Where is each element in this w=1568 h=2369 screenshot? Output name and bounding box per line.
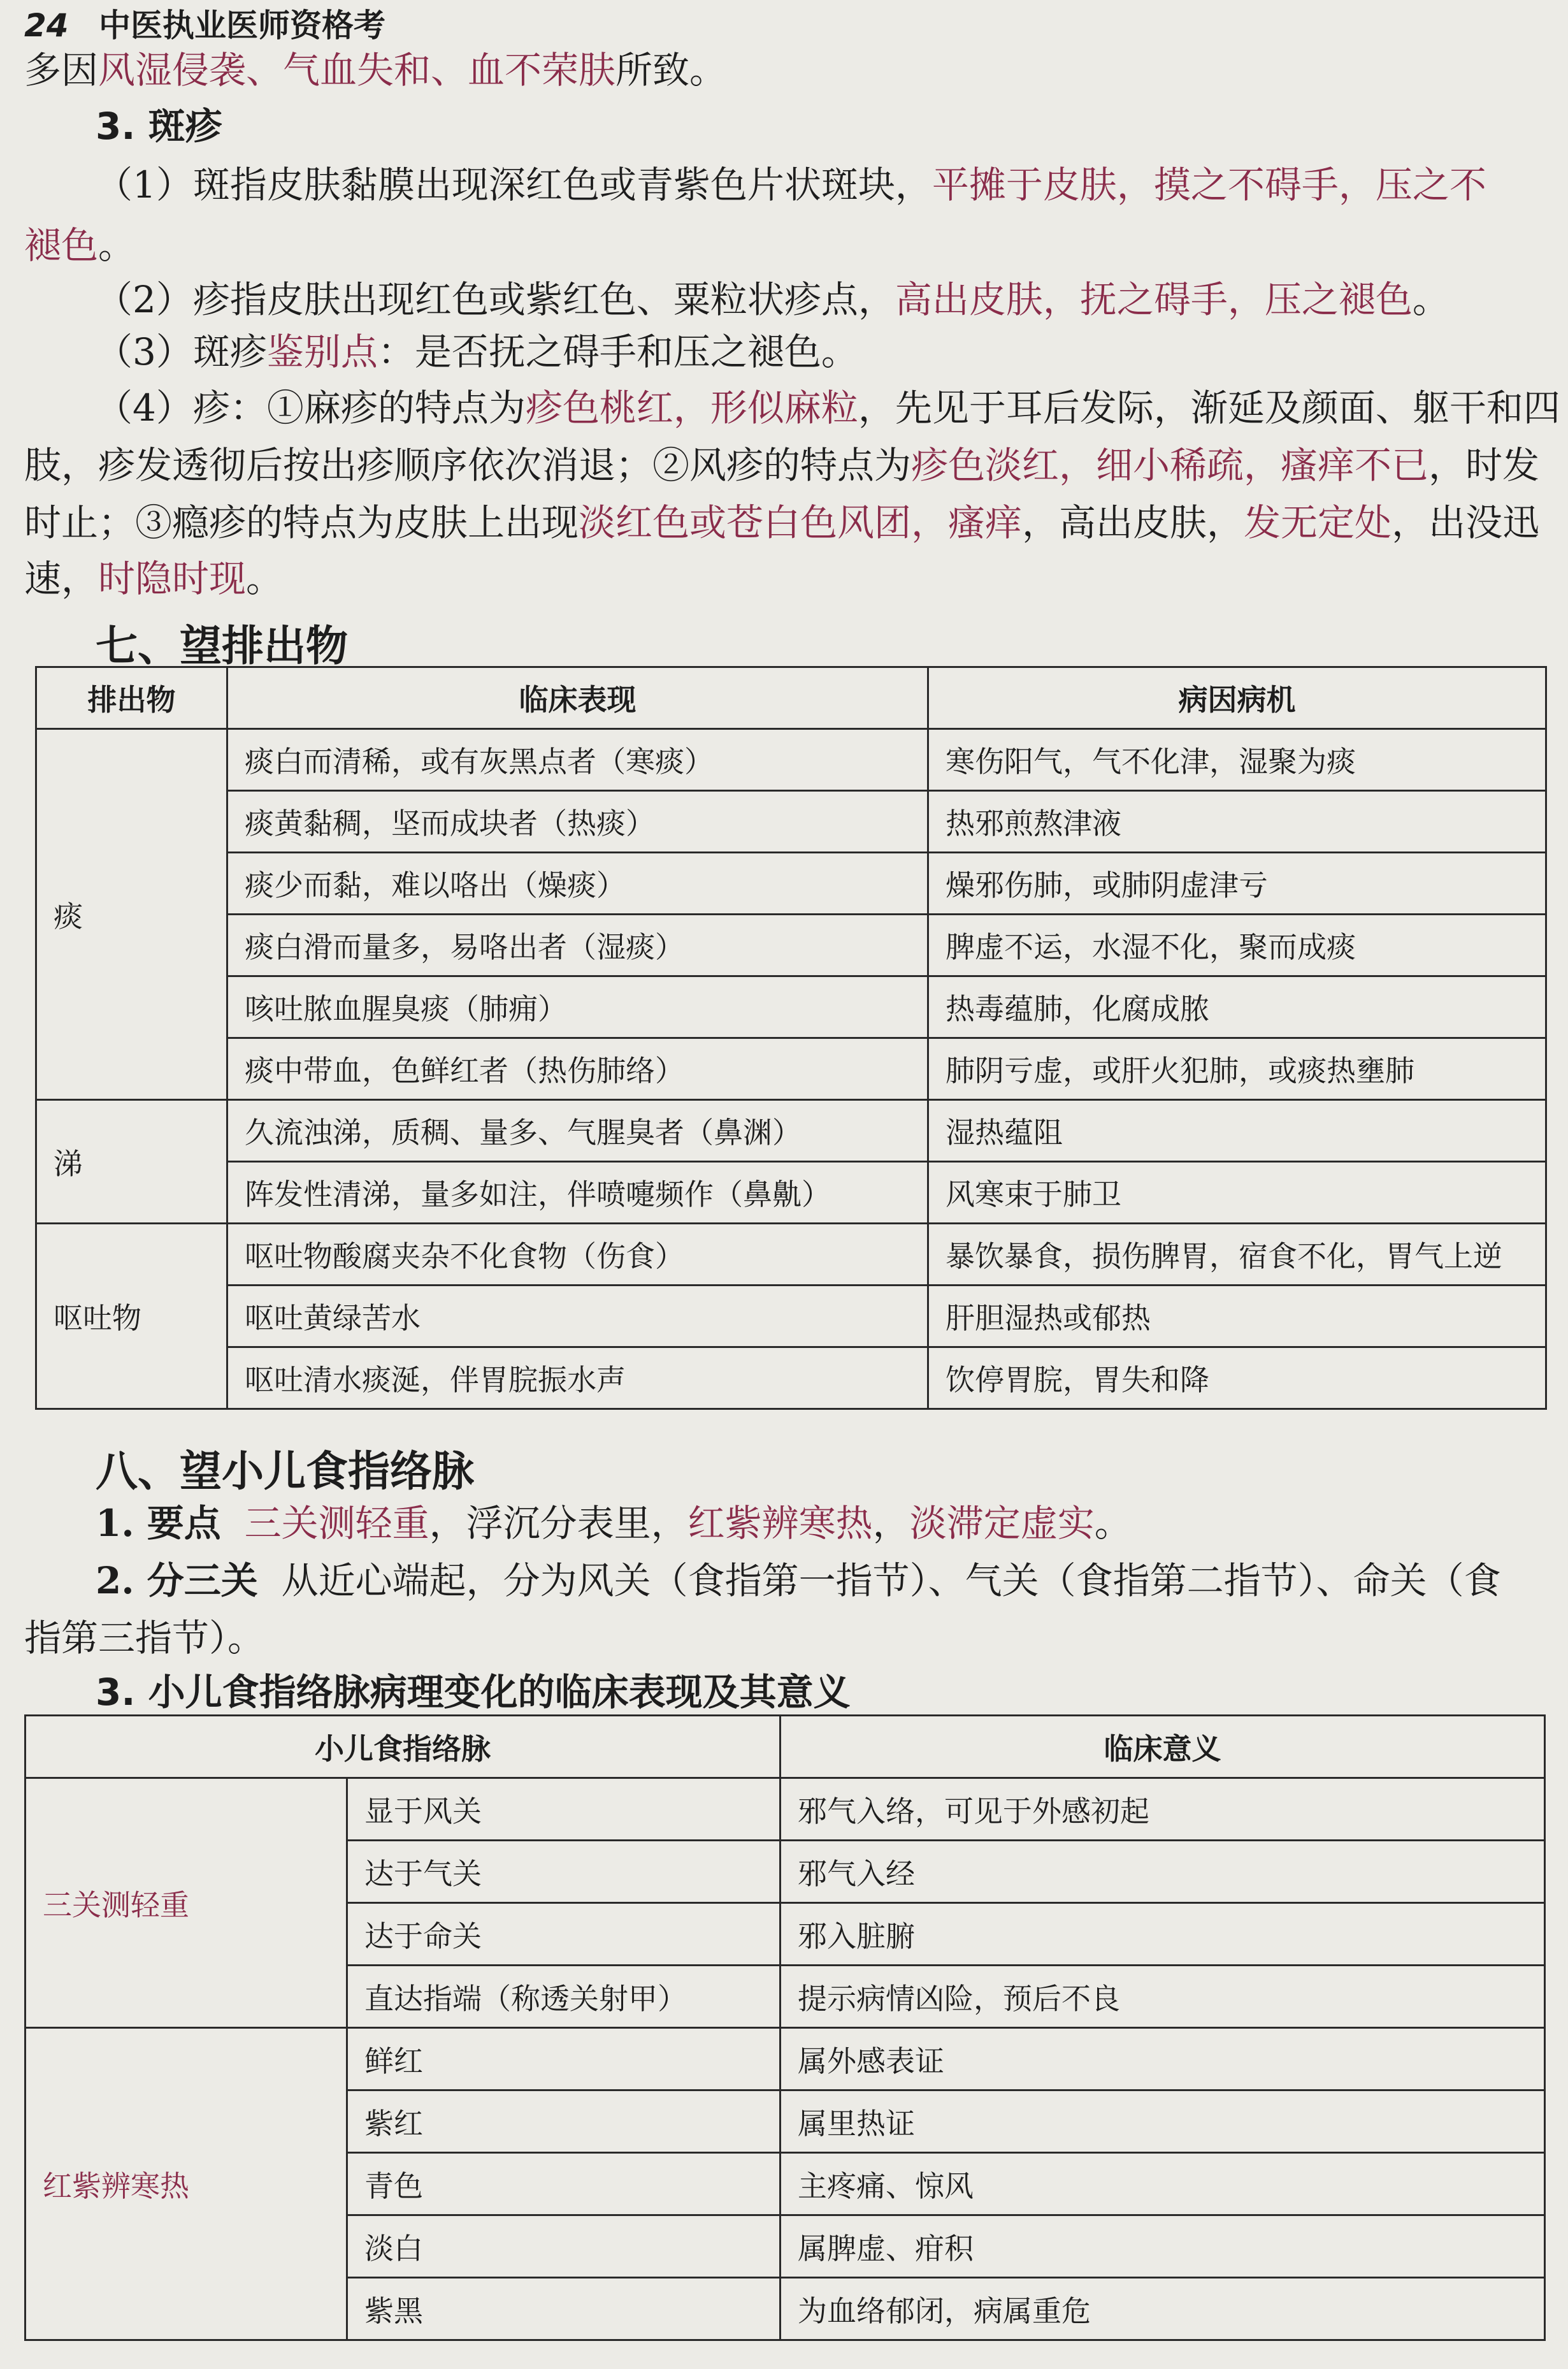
excretion-table <box>35 666 1547 1410</box>
cause-cell: 饮停胃脘，胃失和降 <box>928 1347 1546 1409</box>
table-row <box>25 1778 1545 1841</box>
sub-cell: 鲜红 <box>347 2028 780 2090</box>
clinical-cell: 呕吐清水痰涎，伴胃脘振水声 <box>227 1347 928 1409</box>
category-cell: 痰 <box>36 729 227 1100</box>
cause-cell: 风寒束于肺卫 <box>928 1162 1546 1224</box>
meaning-cell: 属外感表证 <box>780 2028 1545 2090</box>
meaning-cell: 邪气入经 <box>780 1841 1545 1903</box>
paragraph-zhen-types: （4）疹：①麻疹的特点为疹色桃红，形似麻粒，先见于耳后发际，渐延及颜面、躯干和四 <box>96 386 1560 430</box>
clinical-cell: 呕吐黄绿苦水 <box>227 1286 928 1347</box>
category-cell: 涕 <box>36 1100 227 1224</box>
cause-cell: 燥邪伤肺，或肺阴虚津亏 <box>928 853 1546 915</box>
table-row <box>36 729 1546 791</box>
intro-line: 多因风湿侵袭、气血失和、血不荣肤所致。 <box>24 48 727 92</box>
table-header-row <box>25 1716 1545 1778</box>
meaning-cell: 属里热证 <box>780 2090 1545 2153</box>
table-row <box>36 853 1546 915</box>
section8-point1: 1. 要点 三关测轻重，浮沉分表里，红紫辨寒热，淡滞定虚实。 <box>96 1502 1132 1545</box>
column-header: 排出物 <box>36 667 227 729</box>
sub-cell: 直达指端（称透关射甲） <box>347 1966 780 2028</box>
section8-point2-cont: 指第三指节）。 <box>24 1616 265 1660</box>
sub-cell: 达于命关 <box>347 1903 780 1966</box>
clinical-cell: 久流浊涕，质稠、量多、气腥臭者（鼻渊） <box>227 1100 928 1162</box>
cause-cell: 湿热蕴阻 <box>928 1100 1546 1162</box>
section8-point3: 3. 小儿食指络脉病理变化的临床表现及其意义 <box>96 1670 851 1714</box>
table-row <box>36 1347 1546 1409</box>
paragraph-ban-cont: 褪色。 <box>24 224 136 267</box>
running-header <box>24 0 386 44</box>
section8-heading: 八、望小儿食指络脉 <box>96 1446 474 1496</box>
clinical-cell: 痰黄黏稠，坚而成块者（热痰） <box>227 791 928 853</box>
column-header: 临床表现 <box>227 667 928 729</box>
paragraph-fengzhen: 肢，疹发透彻后按出疹顺序依次消退；②风疹的特点为疹色淡红，细小稀疏，瘙痒不已，时发 <box>24 444 1540 487</box>
column-header: 小儿食指络脉 <box>25 1716 780 1778</box>
clinical-cell: 咳吐脓血腥臭痰（肺痈） <box>227 976 928 1038</box>
meaning-cell: 属脾虚、疳积 <box>780 2215 1545 2278</box>
bancheng-heading: 3. 斑疹 <box>96 105 222 148</box>
paragraph-zhen: （2）疹指皮肤出现红色或紫红色、粟粒状疹点，高出皮肤，抚之碍手，压之褪色。 <box>96 278 1449 321</box>
table-row <box>36 1100 1546 1162</box>
table-row <box>36 1286 1546 1347</box>
clinical-cell: 痰白而清稀，或有灰黑点者（寒痰） <box>227 729 928 791</box>
clinical-cell: 痰少而黏，难以咯出（燥痰） <box>227 853 928 915</box>
cause-cell: 热毒蕴肺，化腐成脓 <box>928 976 1546 1038</box>
clinical-cell: 痰白滑而量多，易咯出者（湿痰） <box>227 915 928 976</box>
column-header: 临床意义 <box>780 1716 1545 1778</box>
sub-cell: 青色 <box>347 2153 780 2215</box>
group-cell: 红紫辨寒热 <box>25 2028 347 2340</box>
cause-cell: 暴饮暴食，损伤脾胃，宿食不化，胃气上逆 <box>928 1224 1546 1286</box>
cause-cell: 热邪煎熬津液 <box>928 791 1546 853</box>
meaning-cell: 主疼痛、惊风 <box>780 2153 1545 2215</box>
meaning-cell: 提示病情凶险，预后不良 <box>780 1966 1545 2028</box>
clinical-cell: 呕吐物酸腐夹杂不化食物（伤食） <box>227 1224 928 1286</box>
table-row <box>25 2028 1545 2090</box>
table-header-row <box>36 667 1546 729</box>
paragraph-yinzhen: 时止；③瘾疹的特点为皮肤上出现淡红色或苍白色风团，瘙痒，高出皮肤，发无定处，出没迅 <box>24 501 1540 544</box>
cause-cell: 肝胆湿热或郁热 <box>928 1286 1546 1347</box>
paragraph-yinzhen-end: 速，时隐时现。 <box>24 557 284 600</box>
sub-cell: 紫红 <box>347 2090 780 2153</box>
column-header: 病因病机 <box>928 667 1546 729</box>
page-number: 24 <box>24 7 69 44</box>
sub-cell: 显于风关 <box>347 1778 780 1841</box>
table-row <box>36 791 1546 853</box>
section7-heading: 七、望排出物 <box>96 621 348 670</box>
cause-cell: 脾虚不运，水湿不化，聚而成痰 <box>928 915 1546 976</box>
paragraph-jianbie: （3）斑疹鉴别点：是否抚之碍手和压之褪色。 <box>96 330 858 373</box>
cause-cell: 寒伤阳气，气不化津，湿聚为痰 <box>928 729 1546 791</box>
clinical-cell: 阵发性清涕，量多如注，伴喷嚏频作（鼻鼽） <box>227 1162 928 1224</box>
table-row <box>36 1038 1546 1100</box>
table-row <box>36 915 1546 976</box>
meaning-cell: 为血络郁闭，病属重危 <box>780 2278 1545 2340</box>
table-row <box>36 1224 1546 1286</box>
clinical-cell: 痰中带血，色鲜红者（热伤肺络） <box>227 1038 928 1100</box>
book-title: 中医执业医师资格考 <box>99 7 386 44</box>
cause-cell: 肺阴亏虚，或肝火犯肺，或痰热壅肺 <box>928 1038 1546 1100</box>
section8-point2: 2. 分三关 从近心端起，分为风关（食指第一指节）、气关（食指第二指节）、命关（食 <box>96 1559 1501 1602</box>
table-row <box>36 976 1546 1038</box>
group-cell: 三关测轻重 <box>25 1778 347 2028</box>
table-row <box>36 1162 1546 1224</box>
paragraph-ban: （1）斑指皮肤黏膜出现深红色或青紫色片状斑块，平摊于皮肤，摸之不碍手，压之不 <box>96 163 1486 206</box>
meaning-cell: 邪气入络，可见于外感初起 <box>780 1778 1545 1841</box>
meaning-cell: 邪入脏腑 <box>780 1903 1545 1966</box>
category-cell: 呕吐物 <box>36 1224 227 1409</box>
sub-cell: 淡白 <box>347 2215 780 2278</box>
sub-cell: 紫黑 <box>347 2278 780 2340</box>
finger-vein-table <box>24 1714 1546 2341</box>
sub-cell: 达于气关 <box>347 1841 780 1903</box>
